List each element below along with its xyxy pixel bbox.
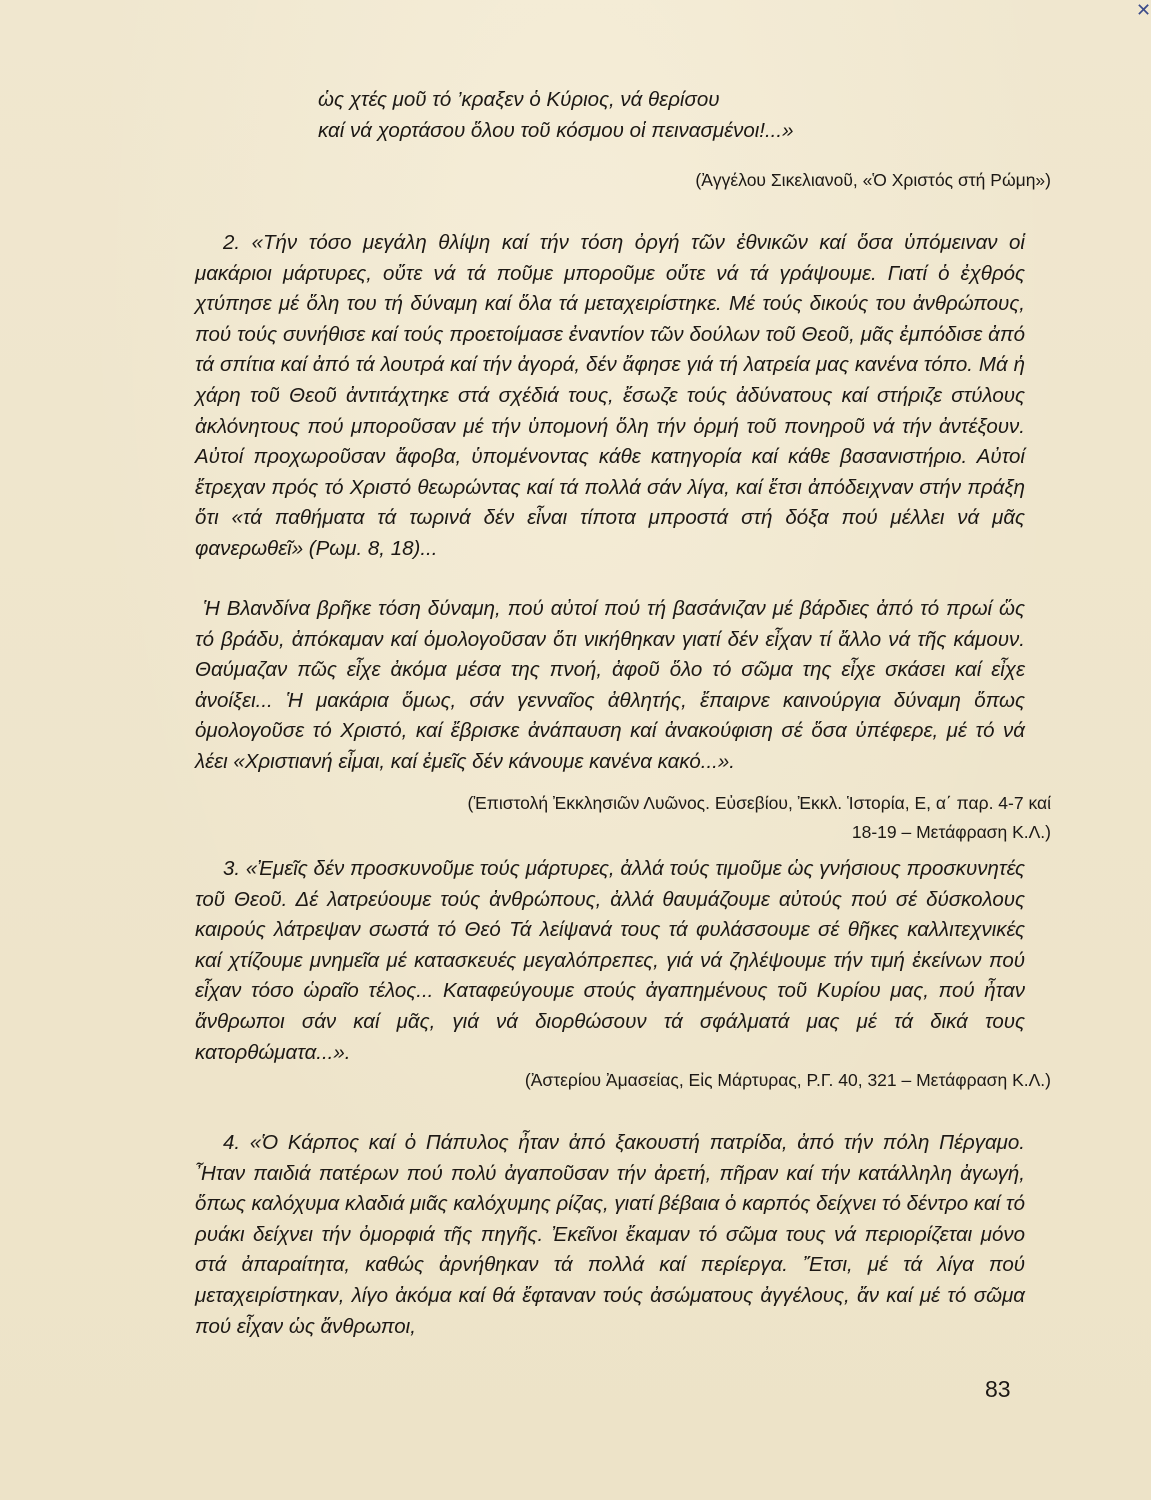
paragraph-4: 4. «Ὁ Κάρπος καί ὁ Πάπυλος ἦταν ἀπό ξακουστή πατρίδα, ἀπό τήν πόλη Πέργαμο. Ἦταν παιδιά πατέρων πού πολύ ἀγαποῦσαν τήν ἀρετή, πῆραν καί τήν κατάλληλη ἀγωγή, ὅπως καλόχυμα κλαδιά μιᾶς καλόχυμης ρίζας, γιατί βέβαια ὁ καρπός δείχνει τό δέντρο καί τό ρυάκι δείχνει τήν ὀμορφιά τῆς πηγῆς. Ἐκεῖνοι ἔκαμαν τό σῶμα τους νά περιορίζεται μόνο στά ἀπαραίτητα, καθώς ἀρνήθηκαν τά πολλά καί περίεργα. Ἔτσι, μέ τά λίγα πού μεταχειρίστηκαν, λίγο ἀκόμα καί θά ἔφταναν τούς ἀσώματους ἀγγέλους, ἄν καί μέ τό σῶμα πού εἶχαν ὡς ἄνθρωποι, bbox=[195, 1131, 1025, 1338]
page-number: 83 bbox=[985, 1376, 1011, 1402]
paragraph-3: 3. «Ἐμεῖς δέν προσκυνοῦμε τούς μάρτυρες, ἀλλά τούς τιμοῦμε ὡς γνήσιους προσκυνητές τοῦ Θεοῦ. Δέ λατρεύουμε τούς ἀνθρώπους, ἀλλά θαυμάζουμε αὐτούς πού σέ δύσκολους καιρούς λάτρεψαν σωστά τό Θεό Τά λείψανά τους τά φυλάσσουμε σέ θῆκες καλλιτεχνικές καί χτίζουμε μνημεῖα μέ κατασκευές μεγαλόπρεπες, γιά νά ζηλέψουμε τήν τιμή ἐκείνων πού εἶχαν τόσο ὡραῖο τέλος... Καταφεύγουμε στούς ἀγαπημένους τοῦ Κυρίου μας, πού ἦταν ἄνθρωποι σάν καί μᾶς, γιά νά διορθώσουν τά σφάλματά μας μέ τά δικά τους κατορθώματα...». bbox=[195, 857, 1025, 1064]
citation-2-line-1: (Ἐπιστολή Ἐκκλησιῶν Λυῶνος. Εὐσεβίου, Ἐκκλ. Ἱστορία, Ε, α΄ παρ. 4-7 καί bbox=[467, 793, 1051, 813]
verse-line-1: ὡς χτές μοῦ τό ’κραξεν ὁ Κύριος, νά θερίσου bbox=[318, 88, 720, 111]
paragraph-2: 2. «Τήν τόσο μεγάλη θλίψη καί τήν τόση ὀργή τῶν ἐθνικῶν καί ὅσα ὑπόμειναν οἱ μακάριοι μάρτυρες, οὔτε νά τά ποῦμε μποροῦμε οὔτε νά τά γράψουμε. Γιατί ὁ ἐχθρός χτύπησε μέ ὅλη του τή δύναμη καί ὅλα τά μεταχειρίστηκε. Μέ τούς δικούς του ἀνθρώπους, πού τούς συνήθισε καί τούς προετοίμασε ἐναντίον τῶν δούλων τοῦ Θεοῦ, μᾶς ἐμπόδισε ἀπό τά σπίτια καί ἀπό τά λουτρά καί τήν ἀγορά, δέν ἄφησε γιά τή λατρεία μας κανένα τόπο. Μά ἡ χάρη τοῦ Θεοῦ ἀντιτάχτηκε στά σχέδιά τους, ἔσωζε τούς ἀδύνατους καί στήριζε στύλους ἀκλόνητους πού μποροῦσαν μέ τήν ὑπομονή ὅλη τήν ὁρμή τοῦ πονηροῦ νά τήν ἀντέξουν. Αὐτοί προχωροῦσαν ἄφοβα, ὑπομένοντας κάθε κατηγορία καί κάθε βασανιστήριο. Αὐτοί ἔτρεχαν πρός τό Χριστό θεωρώντας καί τά πολλά σάν λίγα, καί ἔτσι ἀπόδειχναν στήν πράξη ὅτι «τά παθήματα τά τωρινά δέν εἶναι τίποτα μπροστά στή δόξα πού μέλλει νά μᾶς φανερωθεῖ» (Ρωμ. 8, 18)... bbox=[195, 231, 1025, 560]
paragraph-2-blandina: Ἡ Βλανδίνα βρῆκε τόση δύναμη, πού αὐτοί πού τή βασάνιζαν μέ βάρδιες ἀπό τό πρωί ὥς τό βράδυ, ἀπόκαμαν καί ὁμολογοῦσαν ὅτι νικήθηκαν γιατί δέν εἶχαν τί ἄλλο νά τῆς κάμουν. Θαύμαζαν πῶς εἶχε ἀκόμα μέσα της πνοή, ἀφοῦ ὅλο τό σῶμα της εἶχε σκάσει καί εἶχε ἀνοίξει... Ἡ μακάρια ὅμως, σάν γενναῖος ἀθλητής, ἔπαιρνε καινούργια δύναμη ὅπως ὁμολογοῦσε τό Χριστό, καί ἔβρισκε ἀνάπαυση καί ἀνακούφιση σέ ὅσα ὑπέφερε, μέ τό νά λέει «Χριστιανή εἶμαι, καί ἐμεῖς δέν κάνουμε κανένα κακό...». bbox=[195, 597, 1025, 773]
citation-3: (Ἀστερίου Ἀμασείας, Εἰς Μάρτυρας, Ρ.Γ. 40, 321 – Μετάφραση Κ.Λ.) bbox=[524, 1070, 1051, 1090]
pen-mark-icon: ✕ bbox=[1136, 0, 1151, 20]
citation-2-line-2: 18-19 – Μετάφραση Κ.Λ.) bbox=[851, 822, 1051, 842]
verse-citation: (Ἀγγέλου Σικελιανοῦ, «Ὁ Χριστός στή Ρώμη») bbox=[695, 170, 1051, 190]
verse-line-2: καί νά χορτάσου ὅλου τοῦ κόσμου οἱ πεινασμένοι!...» bbox=[318, 119, 794, 142]
